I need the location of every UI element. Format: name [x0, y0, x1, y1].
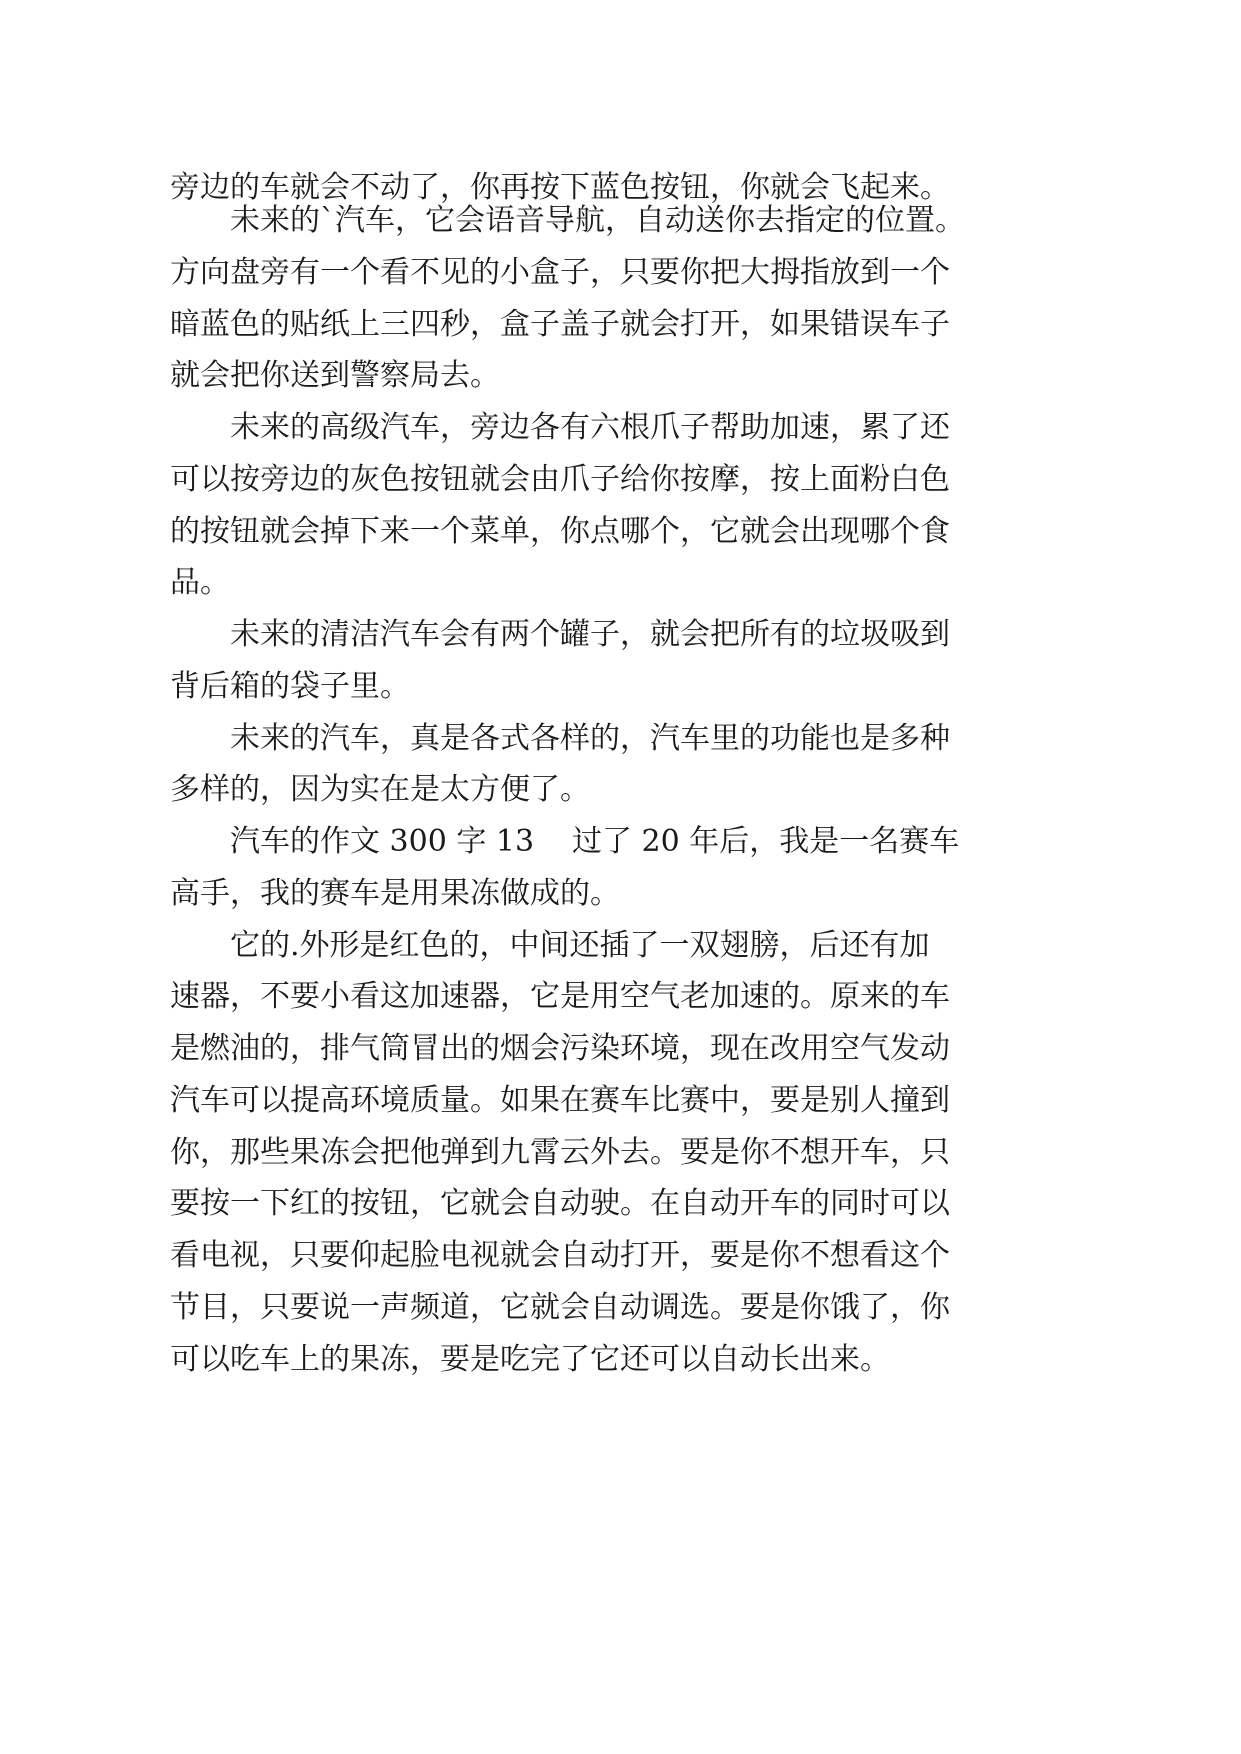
document-page: 旁边的车就会不动了，你再按下蓝色按钮，你就会飞起来。 未来的`汽车，它会语音导航，自动送你去指定的位置。 方向盘旁有一个看不见的小盒子，只要你把大拇指放到一个 暗蓝色的贴纸上三四秒，盒子盖子就会打开，如果错误车子 就会把你送到警察局去。 未来的高级汽车，旁边各有六根爪子帮助加速，累了还 可以按旁边的灰色按钮就会由爪子给你按摩，按上面粉白色 的按钮就会掉下来一个菜单，你点哪个，它就会出现哪个食 品。 未来的清洁汽车会有两个罐子，就会把所有的垃圾吸到 背后箱的袋子里。 未来的汽车，真是各式各样的，汽车里的功能也是多种 多样的，因为实在是太方便了。 汽车的作文 300 字 13 过了 20 年后，我是一名赛车 高手，我的赛车是用果冻做成的。 它的.外形是红色的，中间还插了一双翅膀，后还有加 速器，不要小看这加速器，它是用空气老加速的。原来的车 是燃油的，排气筒冒出的烟会污染环境，现在改用空气发动 汽车可以提高环境质量。如果在赛车比赛中，要是别人撞到 你，那些果冻会把他弹到九霄云外去。要是你不想开车，只 要按一下红的按钮，它就会自动驶。在自动开车的同时可以 看电视，只要仰起脸电视就会自动打开，要是你不想看这个 节目，只要说一声频道，它就会自动调选。要是你饿了，你 可以吃车上的果冻，要是吃完了它还可以自动长出来。: [0, 0, 1241, 1754]
